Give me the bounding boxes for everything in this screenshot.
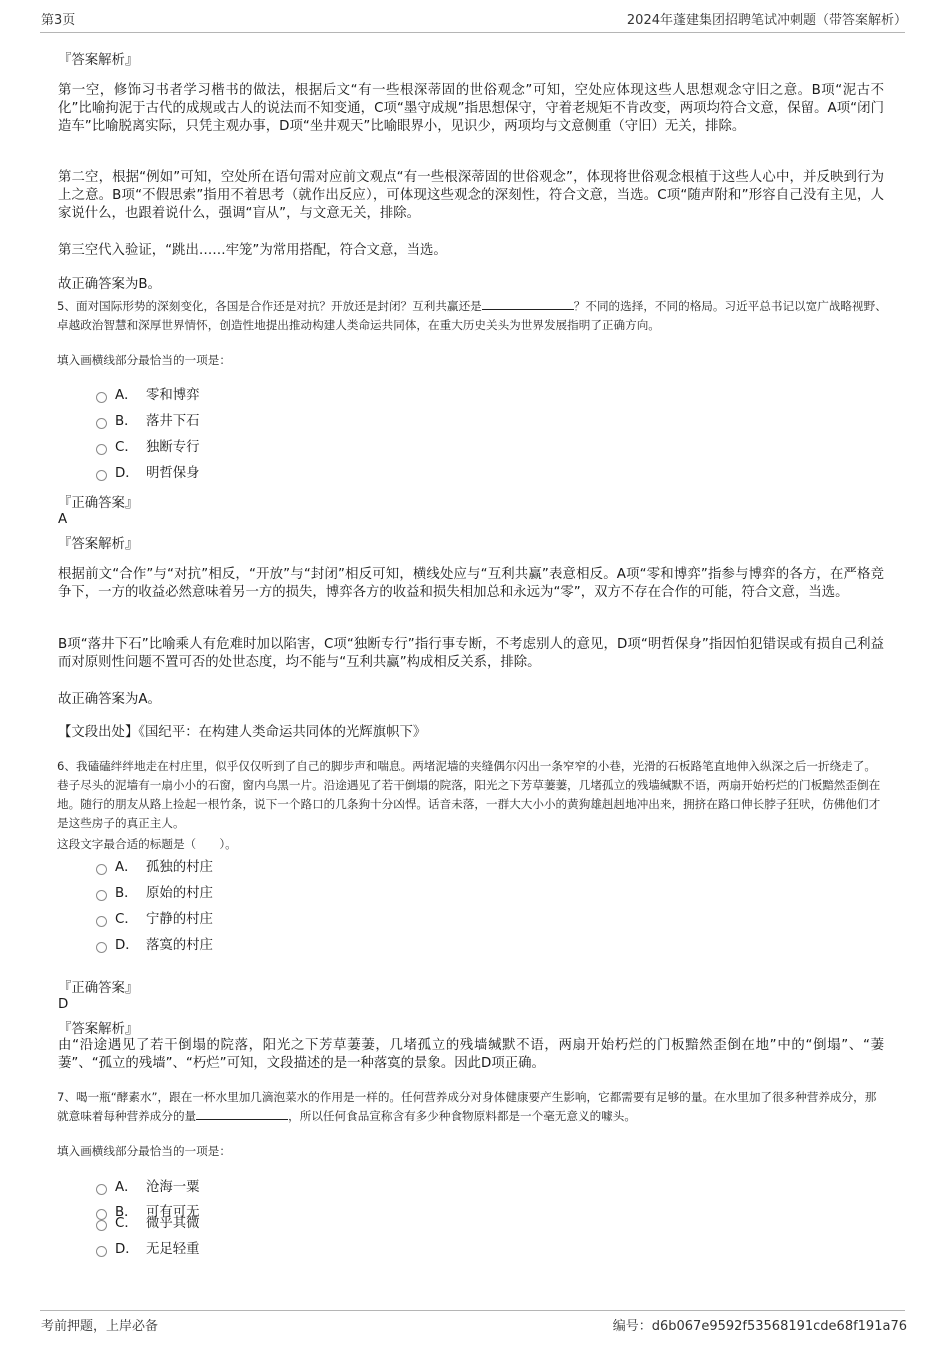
q6-analysis: 由“沿途遇见了若干倒塌的院落，阳光之下芳草萋萋，几堵孤立的残墙缄默不语，两扇开始朽烂的门板黯然歪倒在地”中的“倒塌”、“萋萋”、“孤立的残墙”、“朽烂”可知，文段描述的是一种落寞的景象。因此D项正确。 bbox=[58, 1038, 884, 1071]
radio-icon[interactable] bbox=[96, 1246, 107, 1257]
radio-icon[interactable] bbox=[96, 942, 107, 953]
radio-icon[interactable] bbox=[96, 470, 107, 481]
q5-analysis-label: 『答案解析』 bbox=[58, 537, 139, 552]
radio-icon[interactable] bbox=[96, 444, 107, 455]
footer-code-label: 编号： bbox=[612, 1319, 652, 1334]
q7-prompt: 填入画横线部分最恰当的一项是： bbox=[57, 1144, 231, 1158]
q4-analysis-para-1: 第一空，修饰习书者学习楷书的做法，根据后文“有一些根深蒂固的世俗观念”可知，空处应体现这些人思想观念守旧之意。B项“泥古不化”比喻拘泥于古代的成规或古人的说法而不知变通，C项“墨守成规”指思想保守，守着老规矩不肯改变，两项均符合文意，保留。A项“闭门造车”比喻脱离实际，只凭主观办事，D项“坐井观天”比喻眼界小，见识少，两项均与文意侧重（守旧）无关，排除。 bbox=[58, 83, 884, 134]
q4-conclusion: 故正确答案为B。 bbox=[58, 277, 161, 292]
radio-icon[interactable] bbox=[96, 1220, 107, 1231]
q6-prompt: 这段文字最合适的标题是（ ）。 bbox=[57, 837, 237, 851]
q5-conclusion: 故正确答案为A。 bbox=[58, 692, 161, 707]
q5-answer: A bbox=[58, 512, 68, 527]
q5-answer-label: 『正确答案』 bbox=[58, 496, 139, 511]
q7-stem: 7、喝一瓶“酵素水”，跟在一杯水里加几滴泡菜水的作用是一样的。任何营养成分对身体健康要产生影响，它都需要有足够的量。在水里加了很多种营养成分，那就意味着每种营养成分的量 ，所以任何食品宣称含有多少种食物原料都是一个毫无意义的噱头。 bbox=[57, 1090, 877, 1123]
q7-blank-line bbox=[196, 1108, 288, 1120]
footer-code-value: d6b067e9592f53568191cde68f191a76 bbox=[651, 1319, 907, 1334]
q5-blank-line bbox=[482, 298, 574, 310]
radio-icon[interactable] bbox=[96, 418, 107, 429]
q6-answer: D bbox=[58, 997, 69, 1012]
radio-icon[interactable] bbox=[96, 864, 107, 875]
footer-rule bbox=[40, 1310, 905, 1311]
q4-analysis-para-3: 第三空代入验证，“跳出……牢笼”为常用搭配，符合文意，当选。 bbox=[58, 243, 447, 258]
q6-analysis-label: 『答案解析』 bbox=[58, 1022, 139, 1037]
q5-stem: 5、面对国际形势的深刻变化，各国是合作还是对抗？开放还是封闭？互利共赢还是 ？不同的选择，不同的格局。习近平总书记以宽广战略视野、卓越政治智慧和深厚世界情怀，创造性地提出推动构建人类命运共同体，在重大历史关头为世界发展指明了正确方向。 bbox=[57, 299, 887, 332]
q4-analysis-para-2: 第二空，根据“例如”可知，空处所在语句需对应前文观点“有一些根深蒂固的世俗观念”，体现将世俗观念根植于这些人心中，并反映到行为上之意。B项“不假思索”指用不着思考（就作出反应），可体现这些观念的深刻性，符合文意，当选。C项“随声附和”形容自己没有主见，人家说什么，也跟着说什么，强调“盲从”，与文意无关，排除。 bbox=[58, 170, 884, 221]
radio-icon[interactable] bbox=[96, 392, 107, 403]
footer-code bbox=[613, 1315, 907, 1334]
q4-analysis-label: 『答案解析』 bbox=[58, 53, 139, 68]
radio-icon[interactable] bbox=[96, 916, 107, 927]
radio-icon[interactable] bbox=[96, 1184, 107, 1195]
q5-source: 【文段出处】《国纪平：在构建人类命运共同体的光辉旗帜下》 bbox=[58, 725, 427, 740]
q6-answer-label: 『正确答案』 bbox=[58, 981, 139, 996]
q5-analysis-para-2: B项“落井下石”比喻乘人有危难时加以陷害，C项“独断专行”指行事专断，不考虑别人的意见，D项“明哲保身”指因怕犯错误或有损自己利益而对原则性问题不置可否的处世态度，均不能与“互利共赢”构成相反关系，排除。 bbox=[58, 637, 884, 670]
footer-slogan: 考前押题，上岸必备 bbox=[41, 1319, 159, 1334]
radio-icon[interactable] bbox=[96, 890, 107, 901]
q6-stem: 6、我磕磕绊绊地走在村庄里，似乎仅仅听到了自己的脚步声和喘息。两堵泥墙的夹缝偶尔闪出一条窄窄的小巷，光滑的石板路笔直地伸入纵深之后一折绕走了。巷子尽头的泥墙有一扇小小的石窗，窗内乌黑一片。沿途遇见了若干倒塌的院落，阳光之下芳草萋萋，几堵孤立的残墙缄默不语，两扇开始朽烂的门板黯然歪倒在地。随行的朋友从路上捡起一根竹条，说下一个路口的几条狗十分凶悍。话音未落，一群大大小小的黄狗雄赳赳地冲出来，拥挤在路口伸长脖子狂吠，仿佛他们才是这些房子的真正主人。 bbox=[57, 759, 881, 830]
page-number: 第3页 bbox=[41, 13, 76, 28]
radio-icon[interactable] bbox=[96, 1209, 107, 1220]
q5-prompt: 填入画横线部分最恰当的一项是： bbox=[57, 353, 231, 367]
document-title: 2024年蓬建集团招聘笔试冲刺题（带答案解析） bbox=[626, 13, 907, 28]
header-rule bbox=[40, 32, 905, 33]
q5-analysis-para-1: 根据前文“合作”与“对抗”相反，“开放”与“封闭”相反可知，横线处应与“互利共赢”表意相反。A项“零和博弈”指参与博弈的各方，在严格竞争下，一方的收益必然意味着另一方的损失，博弈各方的收益和损失相加总和永远为“零”，双方不存在合作的可能，符合文意，当选。 bbox=[58, 567, 884, 600]
